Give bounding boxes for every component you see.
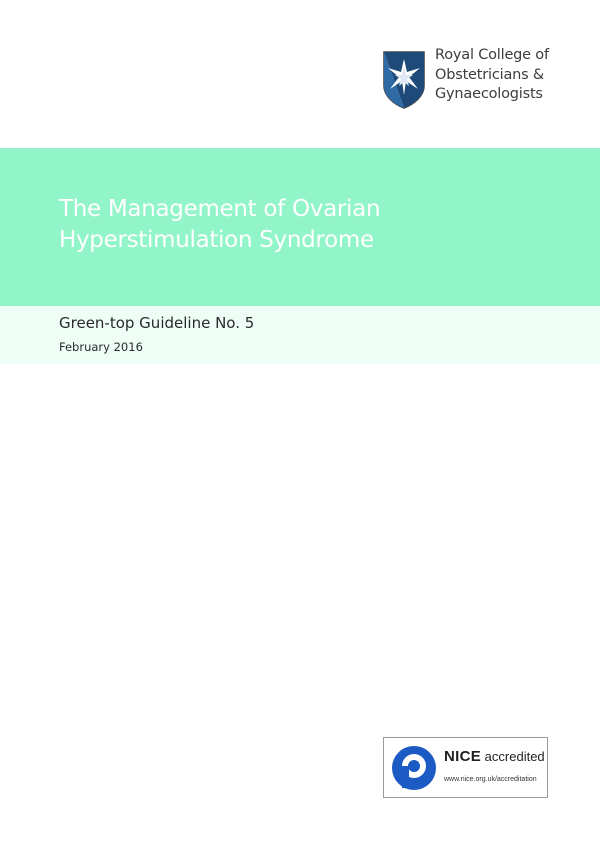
college-name (435, 46, 549, 105)
nice-accreditation-badge (383, 737, 548, 798)
title-band (0, 148, 600, 306)
guideline-number: Green-top Guideline No. 5 (59, 314, 255, 332)
nice-brand-rest: accredited (484, 749, 545, 764)
nice-accredited-mark-icon (390, 744, 438, 792)
document-title (59, 194, 380, 256)
publication-date: February 2016 (59, 340, 143, 354)
nice-accreditation-url: www.nice.org.uk/accreditation (444, 776, 537, 783)
college-name-line-2: Obstetricians & (435, 66, 544, 83)
subtitle-band (0, 306, 600, 364)
nice-brand-bold: NICE (444, 748, 482, 765)
college-logo (382, 46, 549, 110)
document-title-line-1: The Management of Ovarian (59, 196, 381, 222)
college-shield-star-icon (382, 50, 426, 110)
nice-accredited-label (444, 748, 545, 765)
document-title-line-2: Hyperstimulation Syndrome (59, 227, 374, 253)
college-name-line-3: Gynaecologists (435, 86, 543, 102)
college-name-line-1: Royal College of (435, 47, 549, 63)
